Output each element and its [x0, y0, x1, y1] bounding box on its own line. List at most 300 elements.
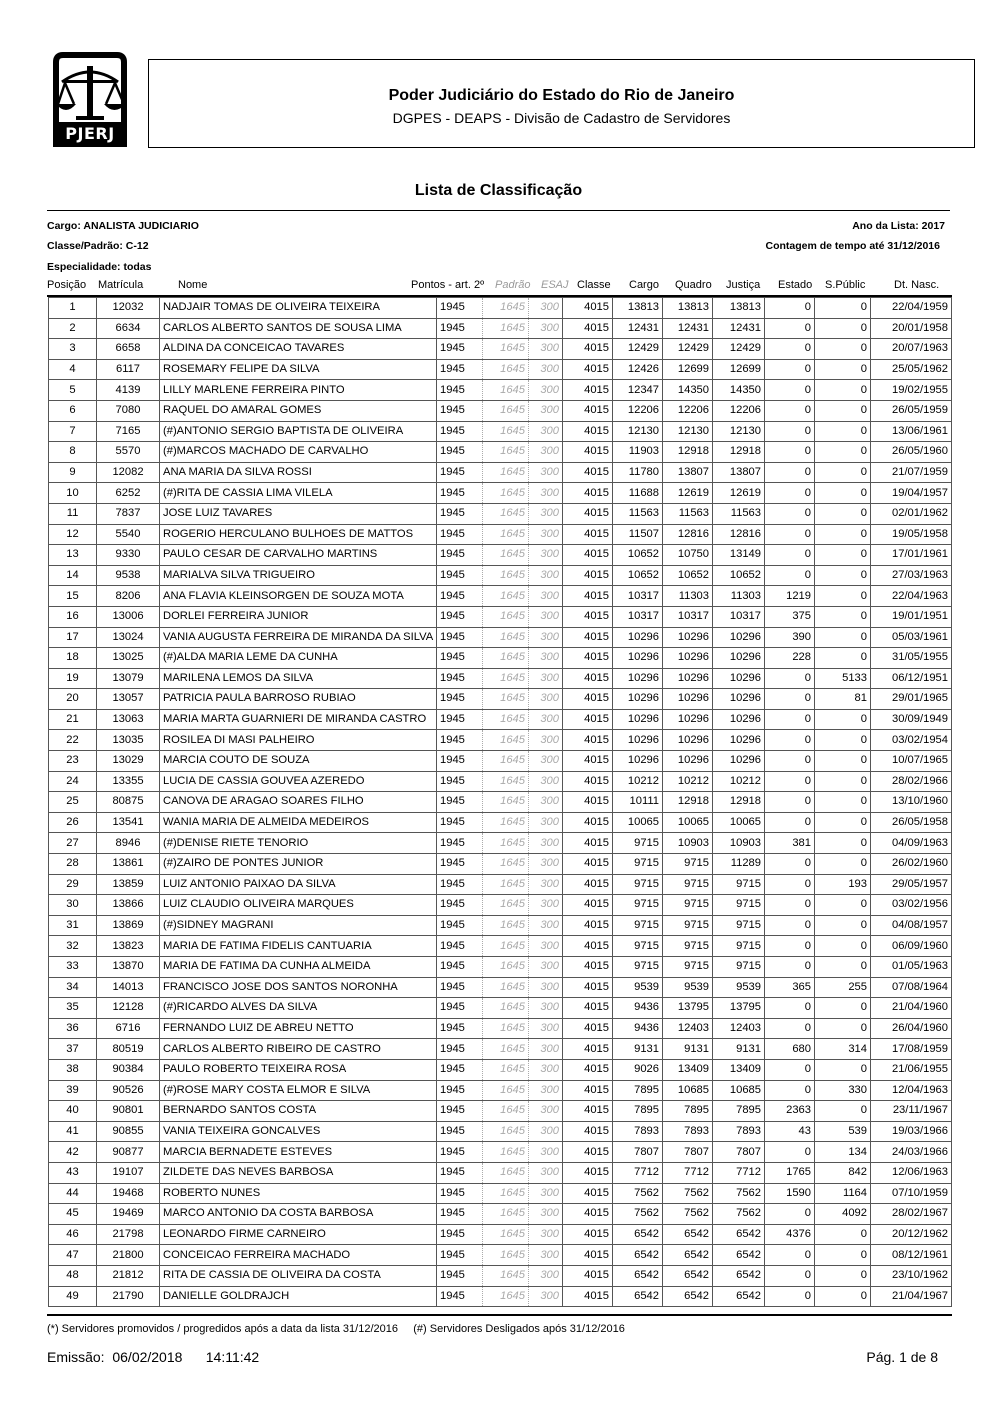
- cell-estado: 0: [765, 957, 815, 978]
- cell-dtnasc: 17/08/1959: [871, 1039, 952, 1060]
- cell-quadro: 12619: [663, 483, 713, 504]
- cell-estado: 0: [765, 998, 815, 1019]
- table-row: [49, 1162, 952, 1183]
- cell-esaj: 300: [529, 380, 563, 401]
- cell-matricula: 19469: [97, 1204, 160, 1225]
- cell-padrao: 1645: [483, 565, 529, 586]
- cell-nome: CANOVA DE ARAGAO SOARES FILHO: [160, 792, 437, 813]
- cell-justica: 10296: [713, 668, 765, 689]
- cell-spublic: 0: [815, 895, 871, 916]
- cell-cargo: 9436: [613, 998, 663, 1019]
- cell-nome: CONCEICAO FERREIRA MACHADO: [160, 1245, 437, 1266]
- cell-quadro: 6542: [663, 1286, 713, 1307]
- cell-justica: 6542: [713, 1286, 765, 1307]
- cell-spublic: 0: [815, 751, 871, 772]
- cell-esaj: 300: [529, 1286, 563, 1307]
- table-row: [49, 1080, 952, 1101]
- cell-quadro: 6542: [663, 1265, 713, 1286]
- cell-justica: 9715: [713, 915, 765, 936]
- cell-estado: 0: [765, 709, 815, 730]
- cell-padrao: 1645: [483, 957, 529, 978]
- cell-classe: 4015: [563, 1183, 613, 1204]
- cell-matricula: 6658: [97, 339, 160, 360]
- cell-justica: 12403: [713, 1018, 765, 1039]
- cell-pontos: 1945: [437, 442, 483, 463]
- title-divider: [47, 210, 950, 211]
- cell-matricula: 90526: [97, 1080, 160, 1101]
- table-row: [49, 359, 952, 380]
- cell-spublic: 0: [815, 854, 871, 875]
- cell-esaj: 300: [529, 977, 563, 998]
- cell-justica: 10296: [713, 627, 765, 648]
- cell-justica: 10685: [713, 1080, 765, 1101]
- cell-classe: 4015: [563, 751, 613, 772]
- cell-padrao: 1645: [483, 1265, 529, 1286]
- cell-quadro: 10212: [663, 771, 713, 792]
- cell-classe: 4015: [563, 380, 613, 401]
- cell-quadro: 12206: [663, 400, 713, 421]
- cell-padrao: 1645: [483, 503, 529, 524]
- cell-posicao: 13: [49, 545, 97, 566]
- cell-quadro: 10317: [663, 606, 713, 627]
- cell-quadro: 13409: [663, 1059, 713, 1080]
- cell-matricula: 8946: [97, 833, 160, 854]
- cell-posicao: 19: [49, 668, 97, 689]
- cell-justica: 9131: [713, 1039, 765, 1060]
- cell-quadro: 9715: [663, 854, 713, 875]
- cell-matricula: 14013: [97, 977, 160, 998]
- cell-nome: (#)RITA DE CASSIA LIMA VILELA: [160, 483, 437, 504]
- cell-nome: (#)RICARDO ALVES DA SILVA: [160, 998, 437, 1019]
- cell-nome: WANIA MARIA DE ALMEIDA MEDEIROS: [160, 812, 437, 833]
- cell-spublic: 4092: [815, 1204, 871, 1225]
- cell-dtnasc: 26/04/1960: [871, 1018, 952, 1039]
- cell-quadro: 10296: [663, 668, 713, 689]
- cell-quadro: 10296: [663, 709, 713, 730]
- cell-nome: ROBERTO NUNES: [160, 1183, 437, 1204]
- col-dtnasc: Dt. Nasc.: [894, 279, 940, 291]
- cell-estado: 0: [765, 751, 815, 772]
- table-row: [49, 977, 952, 998]
- cell-justica: 10212: [713, 771, 765, 792]
- cell-spublic: 0: [815, 400, 871, 421]
- cell-classe: 4015: [563, 483, 613, 504]
- table-row: [49, 668, 952, 689]
- cell-estado: 390: [765, 627, 815, 648]
- cell-posicao: 48: [49, 1265, 97, 1286]
- cell-justica: 13807: [713, 462, 765, 483]
- cell-pontos: 1945: [437, 1265, 483, 1286]
- cell-cargo: 7562: [613, 1183, 663, 1204]
- cell-pontos: 1945: [437, 854, 483, 875]
- cell-posicao: 6: [49, 400, 97, 421]
- cell-pontos: 1945: [437, 462, 483, 483]
- cell-nome: CARLOS ALBERTO RIBEIRO DE CASTRO: [160, 1039, 437, 1060]
- cell-padrao: 1645: [483, 998, 529, 1019]
- cell-matricula: 13866: [97, 895, 160, 916]
- cell-pontos: 1945: [437, 751, 483, 772]
- cell-esaj: 300: [529, 1101, 563, 1122]
- cell-posicao: 24: [49, 771, 97, 792]
- cell-cargo: 11688: [613, 483, 663, 504]
- cell-cargo: 11563: [613, 503, 663, 524]
- cell-classe: 4015: [563, 854, 613, 875]
- cell-esaj: 300: [529, 668, 563, 689]
- cell-esaj: 300: [529, 442, 563, 463]
- cell-dtnasc: 26/05/1959: [871, 400, 952, 421]
- cell-estado: 0: [765, 1204, 815, 1225]
- cell-quadro: 10296: [663, 751, 713, 772]
- cell-pontos: 1945: [437, 689, 483, 710]
- cell-posicao: 47: [49, 1245, 97, 1266]
- cell-spublic: 0: [815, 503, 871, 524]
- cell-posicao: 42: [49, 1142, 97, 1163]
- cell-quadro: 13813: [663, 298, 713, 319]
- cell-matricula: 13870: [97, 957, 160, 978]
- col-padrao: Padrão: [495, 279, 531, 291]
- table-row: [49, 792, 952, 813]
- cell-esaj: 300: [529, 998, 563, 1019]
- cell-matricula: 6252: [97, 483, 160, 504]
- cell-matricula: 13057: [97, 689, 160, 710]
- cell-justica: 13409: [713, 1059, 765, 1080]
- cell-cargo: 10212: [613, 771, 663, 792]
- cell-nome: FRANCISCO JOSE DOS SANTOS NORONHA: [160, 977, 437, 998]
- cell-dtnasc: 26/02/1960: [871, 854, 952, 875]
- cell-justica: 9715: [713, 895, 765, 916]
- cell-dtnasc: 01/05/1963: [871, 957, 952, 978]
- cell-matricula: 21812: [97, 1265, 160, 1286]
- table-row: [49, 421, 952, 442]
- cell-classe: 4015: [563, 998, 613, 1019]
- cell-posicao: 41: [49, 1121, 97, 1142]
- cell-spublic: 5133: [815, 668, 871, 689]
- table-row: [49, 957, 952, 978]
- cell-classe: 4015: [563, 771, 613, 792]
- cell-spublic: 0: [815, 833, 871, 854]
- cell-cargo: 7807: [613, 1142, 663, 1163]
- cell-esaj: 300: [529, 1039, 563, 1060]
- cell-pontos: 1945: [437, 318, 483, 339]
- cell-cargo: 12130: [613, 421, 663, 442]
- meta-ano: Ano da Lista: 2017: [852, 220, 945, 232]
- cell-cargo: 9715: [613, 915, 663, 936]
- cell-matricula: 12032: [97, 298, 160, 319]
- cell-quadro: 10903: [663, 833, 713, 854]
- meta-cargo: Cargo: ANALISTA JUDICIARIO: [47, 220, 199, 232]
- cell-nome: JOSE LUIZ TAVARES: [160, 503, 437, 524]
- table-row: [49, 606, 952, 627]
- cell-dtnasc: 26/05/1958: [871, 812, 952, 833]
- cell-dtnasc: 06/09/1960: [871, 936, 952, 957]
- cell-estado: 2363: [765, 1101, 815, 1122]
- pjerj-logo: [50, 52, 130, 148]
- col-pontos: Pontos - art. 2º: [411, 279, 485, 291]
- table-row: [49, 1286, 952, 1307]
- cell-nome: MARIA DE FATIMA FIDELIS CANTUARIA: [160, 936, 437, 957]
- cell-spublic: 0: [815, 792, 871, 813]
- cell-pontos: 1945: [437, 359, 483, 380]
- col-cargo: Cargo: [629, 279, 659, 291]
- cell-esaj: 300: [529, 771, 563, 792]
- cell-dtnasc: 28/02/1967: [871, 1204, 952, 1225]
- cell-cargo: 10296: [613, 627, 663, 648]
- cell-spublic: 0: [815, 1059, 871, 1080]
- cell-justica: 12699: [713, 359, 765, 380]
- cell-justica: 13813: [713, 298, 765, 319]
- cell-esaj: 300: [529, 565, 563, 586]
- cell-dtnasc: 20/12/1962: [871, 1224, 952, 1245]
- cell-cargo: 13813: [613, 298, 663, 319]
- cell-classe: 4015: [563, 689, 613, 710]
- cell-padrao: 1645: [483, 627, 529, 648]
- cell-dtnasc: 07/08/1964: [871, 977, 952, 998]
- cell-dtnasc: 27/03/1963: [871, 565, 952, 586]
- cell-classe: 4015: [563, 1204, 613, 1225]
- cell-padrao: 1645: [483, 400, 529, 421]
- cell-padrao: 1645: [483, 895, 529, 916]
- cell-spublic: 0: [815, 812, 871, 833]
- header-title: Poder Judiciário do Estado do Rio de Janeiro: [388, 87, 735, 104]
- cell-nome: LEONARDO FIRME CARNEIRO: [160, 1224, 437, 1245]
- cell-dtnasc: 19/05/1958: [871, 524, 952, 545]
- cell-nome: FERNANDO LUIZ DE ABREU NETTO: [160, 1018, 437, 1039]
- cell-justica: 10296: [713, 689, 765, 710]
- cell-estado: 0: [765, 689, 815, 710]
- table-row: [49, 586, 952, 607]
- cell-posicao: 3: [49, 339, 97, 360]
- cell-justica: 7893: [713, 1121, 765, 1142]
- cell-classe: 4015: [563, 709, 613, 730]
- footer-divider: [47, 1314, 952, 1316]
- cell-nome: (#)SIDNEY MAGRANI: [160, 915, 437, 936]
- cell-estado: 43: [765, 1121, 815, 1142]
- cell-estado: 0: [765, 1018, 815, 1039]
- cell-spublic: 134: [815, 1142, 871, 1163]
- cell-cargo: 10652: [613, 565, 663, 586]
- cell-cargo: 9715: [613, 833, 663, 854]
- cell-classe: 4015: [563, 936, 613, 957]
- cell-quadro: 14350: [663, 380, 713, 401]
- cell-pontos: 1945: [437, 1018, 483, 1039]
- cell-cargo: 7895: [613, 1101, 663, 1122]
- cell-pontos: 1945: [437, 606, 483, 627]
- cell-pontos: 1945: [437, 874, 483, 895]
- cell-matricula: 7837: [97, 503, 160, 524]
- cell-padrao: 1645: [483, 524, 529, 545]
- cell-nome: VANIA AUGUSTA FERREIRA DE MIRANDA DA SILVA: [160, 627, 437, 648]
- meta-classe: Classe/Padrão: C-12: [47, 240, 149, 252]
- cell-justica: 10296: [713, 709, 765, 730]
- cell-padrao: 1645: [483, 833, 529, 854]
- cell-pontos: 1945: [437, 1224, 483, 1245]
- col-spublic: S.Públic: [825, 279, 866, 291]
- cell-padrao: 1645: [483, 1039, 529, 1060]
- cell-cargo: 7562: [613, 1204, 663, 1225]
- cell-nome: (#)ALDA MARIA LEME DA CUNHA: [160, 648, 437, 669]
- cell-estado: 0: [765, 792, 815, 813]
- cell-nome: LILLY MARLENE FERREIRA PINTO: [160, 380, 437, 401]
- cell-quadro: 7562: [663, 1183, 713, 1204]
- cell-padrao: 1645: [483, 462, 529, 483]
- cell-posicao: 7: [49, 421, 97, 442]
- cell-classe: 4015: [563, 1059, 613, 1080]
- cell-esaj: 300: [529, 545, 563, 566]
- cell-posicao: 20: [49, 689, 97, 710]
- cell-classe: 4015: [563, 833, 613, 854]
- cell-esaj: 300: [529, 957, 563, 978]
- cell-cargo: 10296: [613, 668, 663, 689]
- cell-dtnasc: 17/01/1961: [871, 545, 952, 566]
- cell-pontos: 1945: [437, 524, 483, 545]
- cell-estado: 0: [765, 730, 815, 751]
- cell-spublic: 1164: [815, 1183, 871, 1204]
- cell-estado: 0: [765, 462, 815, 483]
- cell-padrao: 1645: [483, 751, 529, 772]
- cell-esaj: 300: [529, 648, 563, 669]
- cell-matricula: 13035: [97, 730, 160, 751]
- cell-padrao: 1645: [483, 339, 529, 360]
- cell-cargo: 12429: [613, 339, 663, 360]
- cell-posicao: 11: [49, 503, 97, 524]
- cell-estado: 365: [765, 977, 815, 998]
- cell-cargo: 7712: [613, 1162, 663, 1183]
- cell-posicao: 46: [49, 1224, 97, 1245]
- cell-spublic: 0: [815, 545, 871, 566]
- cell-pontos: 1945: [437, 339, 483, 360]
- cell-cargo: 9715: [613, 895, 663, 916]
- cell-classe: 4015: [563, 730, 613, 751]
- logo-text: PJERJ: [65, 124, 115, 143]
- cell-nome: (#)DENISE RIETE TENORIO: [160, 833, 437, 854]
- table-row: [49, 1059, 952, 1080]
- cell-dtnasc: 03/02/1954: [871, 730, 952, 751]
- cell-padrao: 1645: [483, 1018, 529, 1039]
- cell-estado: 381: [765, 833, 815, 854]
- cell-esaj: 300: [529, 1265, 563, 1286]
- cell-matricula: 80875: [97, 792, 160, 813]
- cell-classe: 4015: [563, 359, 613, 380]
- cell-classe: 4015: [563, 812, 613, 833]
- cell-esaj: 300: [529, 586, 563, 607]
- cell-quadro: 10296: [663, 730, 713, 751]
- cell-quadro: 12699: [663, 359, 713, 380]
- cell-nome: ALDINA DA CONCEICAO TAVARES: [160, 339, 437, 360]
- cell-esaj: 300: [529, 400, 563, 421]
- cell-spublic: 0: [815, 730, 871, 751]
- cell-quadro: 12816: [663, 524, 713, 545]
- cell-posicao: 43: [49, 1162, 97, 1183]
- cell-spublic: 0: [815, 565, 871, 586]
- cell-esaj: 300: [529, 359, 563, 380]
- cell-quadro: 12403: [663, 1018, 713, 1039]
- cell-dtnasc: 06/12/1951: [871, 668, 952, 689]
- cell-nome: NADJAIR TOMAS DE OLIVEIRA TEIXEIRA: [160, 298, 437, 319]
- cell-spublic: 0: [815, 936, 871, 957]
- cell-cargo: 9715: [613, 854, 663, 875]
- col-nome: Nome: [178, 279, 208, 291]
- cell-posicao: 14: [49, 565, 97, 586]
- cell-esaj: 300: [529, 1121, 563, 1142]
- cell-cargo: 11780: [613, 462, 663, 483]
- cell-estado: 0: [765, 524, 815, 545]
- cell-classe: 4015: [563, 1224, 613, 1245]
- cell-spublic: 0: [815, 1245, 871, 1266]
- cell-classe: 4015: [563, 1101, 613, 1122]
- cell-classe: 4015: [563, 400, 613, 421]
- header-box: [148, 59, 975, 148]
- col-quadro: Quadro: [675, 279, 712, 291]
- cell-padrao: 1645: [483, 359, 529, 380]
- cell-justica: 12206: [713, 400, 765, 421]
- cell-dtnasc: 19/03/1966: [871, 1121, 952, 1142]
- cell-justica: 10296: [713, 751, 765, 772]
- cell-estado: 0: [765, 442, 815, 463]
- page-number: Pág. 1 de 8: [866, 1349, 938, 1365]
- cell-estado: 0: [765, 915, 815, 936]
- table-row: [49, 380, 952, 401]
- cell-padrao: 1645: [483, 730, 529, 751]
- cell-estado: 4376: [765, 1224, 815, 1245]
- cell-padrao: 1645: [483, 380, 529, 401]
- cell-padrao: 1645: [483, 1245, 529, 1266]
- cell-spublic: 0: [815, 421, 871, 442]
- cell-quadro: 12429: [663, 339, 713, 360]
- cell-padrao: 1645: [483, 936, 529, 957]
- cell-spublic: 0: [815, 586, 871, 607]
- cell-justica: 10296: [713, 648, 765, 669]
- cell-padrao: 1645: [483, 915, 529, 936]
- cell-justica: 12130: [713, 421, 765, 442]
- cell-posicao: 39: [49, 1080, 97, 1101]
- table-row: [49, 1204, 952, 1225]
- cell-classe: 4015: [563, 1142, 613, 1163]
- cell-justica: 12918: [713, 792, 765, 813]
- cell-pontos: 1945: [437, 586, 483, 607]
- cell-classe: 4015: [563, 503, 613, 524]
- cell-classe: 4015: [563, 792, 613, 813]
- cell-cargo: 9715: [613, 936, 663, 957]
- cell-classe: 4015: [563, 421, 613, 442]
- cell-justica: 7562: [713, 1204, 765, 1225]
- table-row: [49, 854, 952, 875]
- cell-matricula: 13861: [97, 854, 160, 875]
- table-row: [49, 524, 952, 545]
- cell-justica: 12918: [713, 442, 765, 463]
- cell-justica: 6542: [713, 1224, 765, 1245]
- cell-spublic: 0: [815, 709, 871, 730]
- cell-spublic: 0: [815, 462, 871, 483]
- cell-estado: 0: [765, 812, 815, 833]
- cell-dtnasc: 02/01/1962: [871, 503, 952, 524]
- cell-esaj: 300: [529, 874, 563, 895]
- cell-esaj: 300: [529, 1080, 563, 1101]
- table-row: [49, 998, 952, 1019]
- cell-cargo: 9436: [613, 1018, 663, 1039]
- cell-spublic: 314: [815, 1039, 871, 1060]
- table-row: [49, 565, 952, 586]
- cell-padrao: 1645: [483, 1224, 529, 1245]
- cell-dtnasc: 29/05/1957: [871, 874, 952, 895]
- cell-padrao: 1645: [483, 854, 529, 875]
- cell-nome: ZILDETE DAS NEVES BARBOSA: [160, 1162, 437, 1183]
- cell-esaj: 300: [529, 689, 563, 710]
- cell-pontos: 1945: [437, 627, 483, 648]
- cell-spublic: 0: [815, 359, 871, 380]
- cell-spublic: 0: [815, 648, 871, 669]
- cell-cargo: 12347: [613, 380, 663, 401]
- header-subtitle: DGPES - DEAPS - Divisão de Cadastro de Servidores: [392, 110, 731, 126]
